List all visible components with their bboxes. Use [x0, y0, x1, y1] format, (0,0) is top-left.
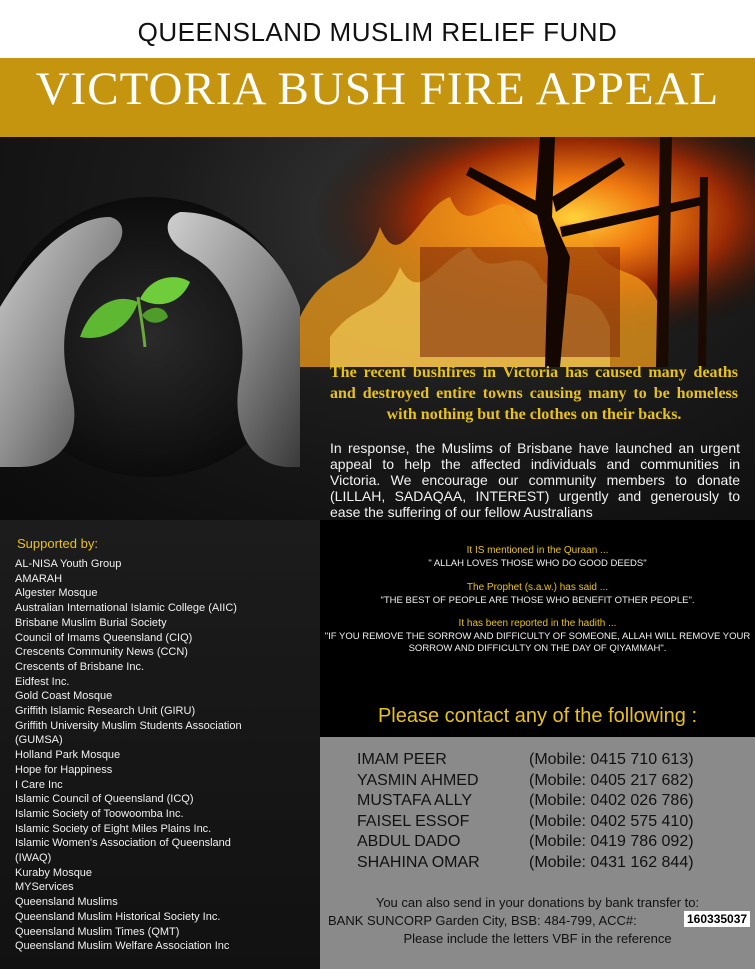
list-item: MYServices — [15, 881, 74, 894]
appeal-title: VICTORIA BUSH FIRE APPEAL — [35, 63, 720, 115]
list-item: AMARAH — [15, 572, 63, 585]
list-item: Griffith University Muslim Students Association — [15, 719, 242, 732]
list-item: Islamic Society of Toowoomba Inc. — [15, 807, 184, 820]
list-item: Gold Coast Mosque — [15, 690, 113, 703]
contact-name: IMAM PEER — [357, 751, 447, 768]
quote-intro-hadith: It has been reported in the hadith ... — [458, 618, 617, 629]
contact-mobile: (Mobile: 0405 217 682) — [529, 771, 694, 789]
contact-mobile: (Mobile: 0431 162 844) — [529, 853, 694, 871]
list-item: Algester Mosque — [15, 587, 98, 600]
list-item: Crescents Community News (CCN) — [15, 646, 188, 659]
bank-details: BANK SUNCORP Garden City, BSB: 484-799, ACC#: — [328, 913, 637, 928]
bank-transfer-intro: You can also send in your donations by bank transfer to: — [375, 895, 700, 910]
list-item: Eidfest Inc. — [15, 675, 70, 688]
list-item: (IWAQ) — [15, 852, 52, 865]
list-item: Australian International Islamic College (AIIC) — [15, 602, 237, 615]
list-item: Islamic Society of Eight Miles Plains Inc. — [15, 822, 212, 835]
intro-body-text: In response, the Muslims of Brisbane have launched an urgent appeal to help the affected individuals and communities in Victoria. We encourage our community members to donate (LILLAH, SADAQAA, INTEREST) urgently and generously to ease the suffering of our fellow Australians — [330, 440, 740, 520]
list-item: I Care Inc — [15, 778, 63, 791]
list-item: Queensland Muslim Times (QMT) — [15, 925, 180, 938]
list-item: (GUMSA) — [15, 734, 63, 747]
list-item: Hope for Happiness — [15, 763, 113, 776]
contact-heading: Please contact any of the following : — [377, 705, 698, 727]
list-item: Kuraby Mosque — [15, 866, 93, 879]
quote-text-prophet: "THE BEST OF PEOPLE ARE THOSE WHO BENEFIT OTHER PEOPLE". — [380, 595, 695, 606]
list-item: Islamic Women's Association of Queensland — [15, 837, 231, 850]
quote-intro-prophet: The Prophet (s.a.w.) has said ... — [466, 582, 609, 593]
account-number: 160335037 — [684, 911, 750, 927]
list-item: Islamic Council of Queensland (ICQ) — [15, 793, 194, 806]
contact-name: YASMIN AHMED — [357, 771, 479, 789]
quote-text-quraan: " ALLAH LOVES THOSE WHO DO GOOD DEEDS" — [428, 558, 647, 569]
bank-reference-note: Please include the letters VBF in the reference — [403, 931, 672, 946]
supporter-list — [15, 557, 315, 954]
intro-bold-text: The recent bushfires in Victoria has caused many deaths and destroyed entire towns causing many to be homeless with nothing but the clothes on their backs. — [330, 364, 738, 423]
list-item: Holland Park Mosque — [15, 749, 121, 762]
fire-scene — [280, 137, 755, 367]
org-name: QUEENSLAND MUSLIM RELIEF FUND — [137, 17, 618, 47]
list-item: Crescents of Brisbane Inc. — [15, 660, 145, 673]
contact-mobile: (Mobile: 0402 026 786) — [529, 792, 694, 809]
quote-text-hadith: "IF YOU REMOVE THE SORROW AND DIFFICULTY OF SOMEONE, ALLAH WILL REMOVE YOUR SORROW AND DIFFICULTY ON THE DAY OF QIYAMMAH". — [324, 631, 751, 654]
hands-with-seedling — [0, 197, 300, 477]
contact-mobile: (Mobile: 0415 710 613) — [529, 751, 694, 768]
list-item: Brisbane Muslim Burial Society — [15, 616, 167, 629]
list-item: Queensland Muslims — [15, 896, 118, 909]
contact-name: MUSTAFA ALLY — [357, 792, 473, 809]
supported-by-heading: Supported by: — [17, 536, 98, 551]
list-item: AL-NISA Youth Group — [15, 558, 122, 570]
list-item: Queensland Muslim Welfare Association Inc — [15, 940, 230, 953]
quote-intro-quraan: It IS mentioned in the Quraan ... — [466, 545, 609, 556]
supporters-panel — [0, 520, 320, 969]
contact-name: ABDUL DADO — [357, 833, 461, 850]
list-item: Queensland Muslim Historical Society Inc. — [15, 910, 221, 923]
list-item: Griffith Islamic Research Unit (GIRU) — [15, 705, 196, 718]
list-item: Council of Imams Queensland (CIQ) — [15, 631, 193, 644]
contact-name: SHAHINA OMAR — [357, 853, 480, 871]
contact-mobile: (Mobile: 0402 575 410) — [529, 812, 694, 830]
contact-name: FAISEL ESSOF — [357, 812, 470, 830]
contact-mobile: (Mobile: 0419 786 092) — [529, 833, 694, 850]
